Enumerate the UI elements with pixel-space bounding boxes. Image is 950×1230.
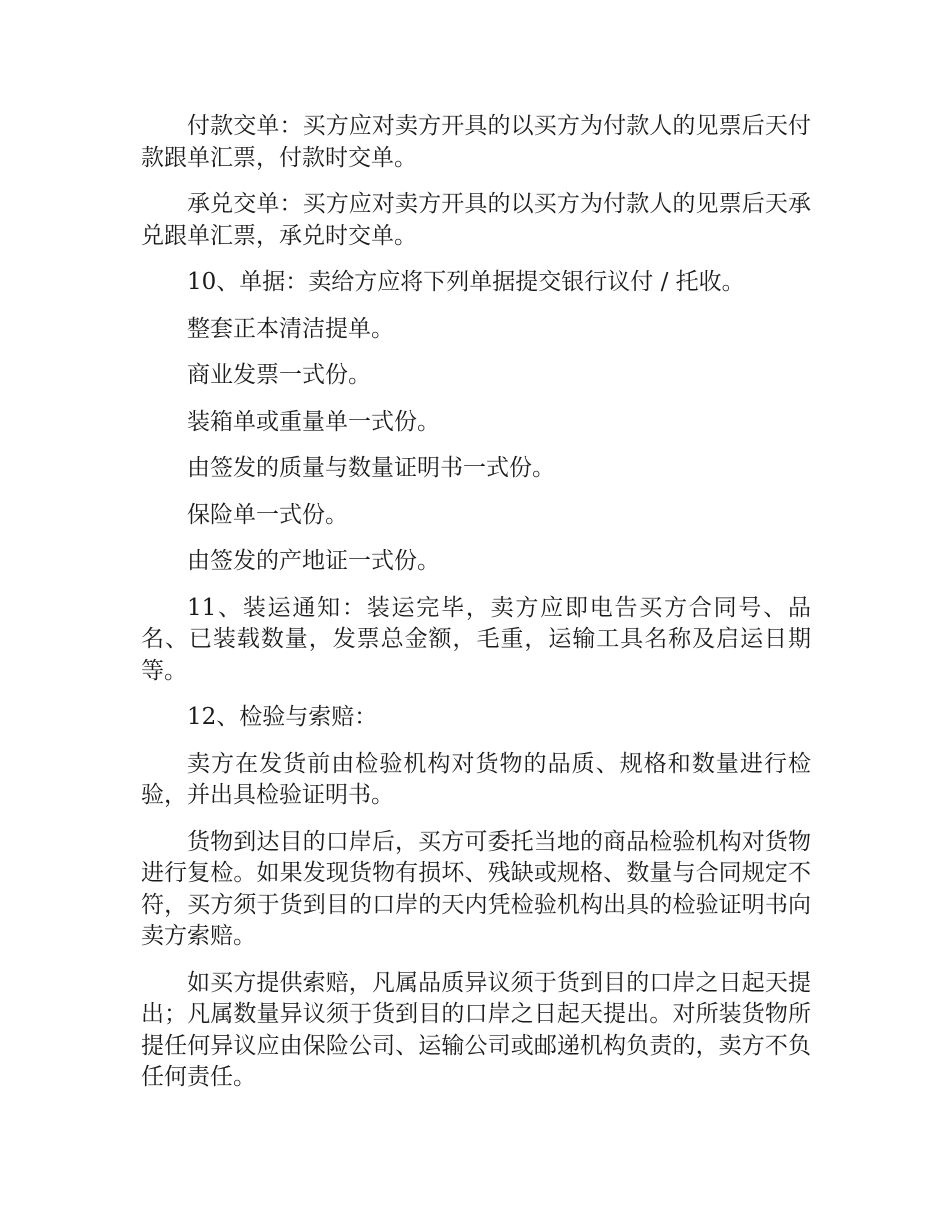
paragraph-pre-shipment-inspection: 卖方在发货前由检验机构对货物的品质、规格和数量进行检验，并出具检验证明书。 (141, 750, 811, 808)
paragraph-acceptance-against-documents: 承兑交单：买方应对卖方开具的以买方为付款人的见票后天承兑跟单汇票，承兑时交单。 (141, 191, 811, 249)
list-item-certificate-of-origin: 由签发的产地证一式份。 (187, 548, 440, 574)
document-body (141, 111, 811, 1109)
paragraph-shipping-notice: 11、装运通知：装运完毕，卖方应即电告买方合同号、品名、已装载数量，发票总金额，毛重，运输工具名称及启运日期等。 (141, 594, 811, 684)
paragraph-payment-against-documents: 付款交单：买方应对卖方开具的以买方为付款人的见票后天付款跟单汇票，付款时交单。 (141, 113, 811, 171)
list-item-commercial-invoice: 商业发票一式份。 (187, 362, 371, 388)
paragraph-inspection-heading: 12、检验与索赔： (187, 704, 378, 730)
list-item-bill-of-lading: 整套正本清洁提单。 (187, 315, 394, 342)
list-item-insurance-policy: 保险单一式份。 (187, 501, 348, 528)
list-item-packing-list: 装箱单或重量单一式份。 (187, 408, 440, 435)
paragraph-documents-clause: 10、单据：卖给方应将下列单据提交银行议付 / 托收。 (187, 269, 745, 295)
paragraph-claims: 如买方提供索赔，凡属品质异议须于货到目的口岸之日起天提出；凡属数量异议须于货到目的口岸之日起天提出。对所装货物所提任何异议应由保险公司、运输公司或邮递机构负责的，卖方不负任何责任。 (141, 969, 811, 1090)
paragraph-re-inspection: 货物到达目的口岸后，买方可委托当地的商品检验机构对货物进行复检。如果发现货物有损坏、残缺或规格、数量与合同规定不符，买方须于货到目的口岸的天内凭检验机构出具的检验证明书向卖方索赔。 (141, 828, 811, 949)
list-item-quality-certificate: 由签发的质量与数量证明书一式份。 (187, 455, 555, 481)
